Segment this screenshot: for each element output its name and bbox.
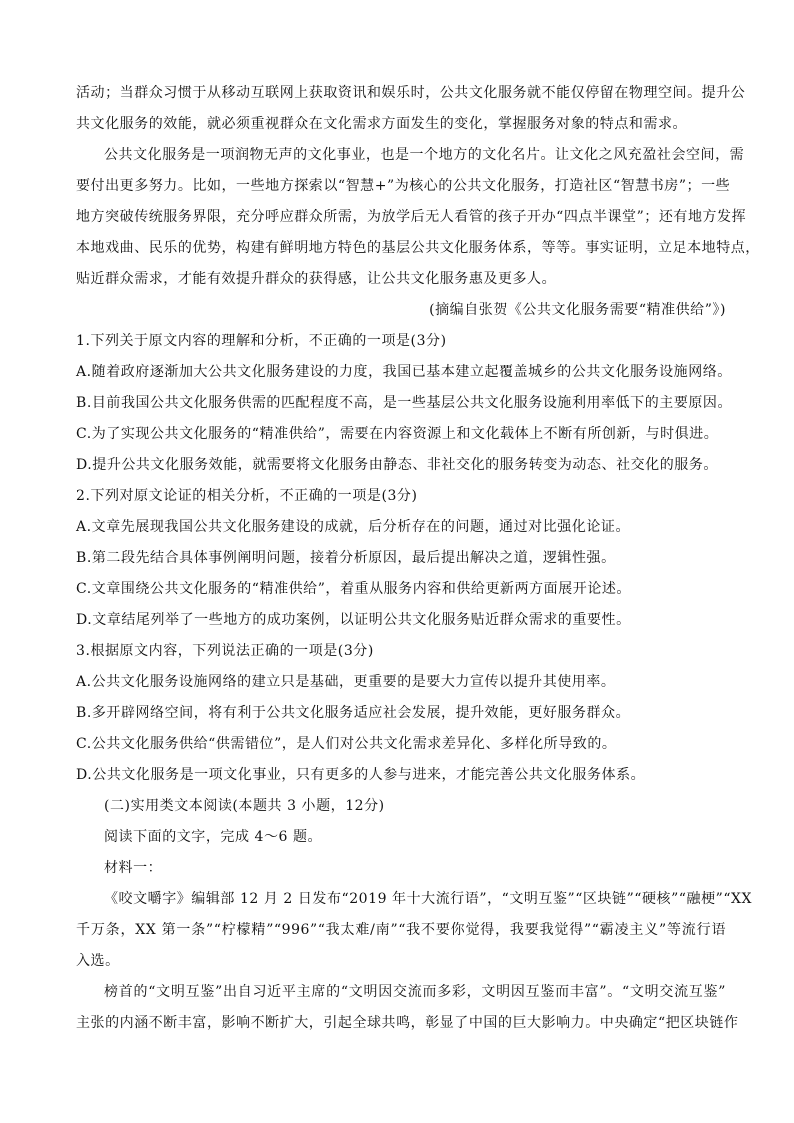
passage-line: 活动；当群众习惯于从移动互联网上获取资讯和娱乐时，公共文化服务就不能仅停留在物理空间。提升公 <box>76 85 746 101</box>
answer-option: C.公共文化服务供给“供需错位”，是人们对公共文化需求差异化、多样化所导致的。 <box>76 736 617 752</box>
material-line: 《咬文嚼字》编辑部 12 月 2 日发布“2019 年十大流行语”，“文明互鉴”“区块链”“硬核”“融梗”“XX <box>104 891 753 907</box>
question-stem: 3.根据原文内容，下列说法正确的一项是(3分) <box>76 643 374 659</box>
answer-option: D.文章结尾列举了一些地方的成功案例，以证明公共文化服务贴近群众需求的重要性。 <box>76 612 631 628</box>
source-note: (摘编自张贺《公共文化服务需要“精准供给”》) <box>429 302 726 318</box>
material-line: 主张的内涵不断丰富，影响不断扩大，引起全球共鸣，彰显了中国的巨大影响力。中央确定“把区块链作 <box>76 1015 739 1031</box>
section-heading: (二)实用类文本阅读(本题共 3 小题，12分) <box>104 798 385 814</box>
material-line: 入选。 <box>76 953 120 969</box>
question-stem: 2.下列对原文论证的相关分析，不正确的一项是(3分) <box>76 488 418 504</box>
answer-option: C.文章围绕公共文化服务的“精准供给”，着重从服务内容和供给更新两方面展开论述。 <box>76 581 631 597</box>
question-stem: 1.下列关于原文内容的理解和分析，不正确的一项是(3分) <box>76 333 447 349</box>
answer-option: A.文章先展现我国公共文化服务建设的成就，后分析存在的问题，通过对比强化论证。 <box>76 519 631 535</box>
passage-line: 共文化服务的效能，就必须重视群众在文化需求方面发生的变化，掌握服务对象的特点和需求。 <box>76 116 688 132</box>
answer-option: A.公共文化服务设施网络的建立只是基础，更重要的是要大力宣传以提升其使用率。 <box>76 674 616 690</box>
material-line: 千万条，XX 第一条”“柠檬精”“996”“我太难/南”“我不要你觉得，我要我觉得”“霸凌主义”等流行语 <box>76 922 726 938</box>
answer-option: B.第二段先结合具体事例阐明问题，接着分析原因，最后提出解决之道，逻辑性强。 <box>76 550 616 566</box>
instruction: 阅读下面的文字，完成 4～6 题。 <box>104 829 323 845</box>
answer-option: B.多开辟网络空间，将有利于公共文化服务适应社会发展，提升效能，更好服务群众。 <box>76 705 631 721</box>
passage-line: 本地戏曲、民乐的优势，构建有鲜明地方特色的基层公共文化服务体系，等等。事实证明，立足本地特点， <box>76 240 760 256</box>
material-label: 材料一： <box>104 860 163 876</box>
material-line: 榜首的“文明互鉴”出自习近平主席的“文明因交流而多彩，文明因互鉴而丰富”。“文明交流互鉴” <box>104 984 726 1000</box>
passage-line: 贴近群众需求，才能有效提升群众的获得感，让公共文化服务惠及更多人。 <box>76 271 557 287</box>
passage-line: 公共文化服务是一项润物无声的文化事业，也是一个地方的文化名片。让文化之风充盈社会空间，需 <box>104 147 745 163</box>
answer-option: A.随着政府逐渐加大公共文化服务建设的力度，我国已基本建立起覆盖城乡的公共文化服务设施网络。 <box>76 364 732 380</box>
answer-option: B.目前我国公共文化服务供需的匹配程度不高，是一些基层公共文化服务设施利用率低下的主要原因。 <box>76 395 733 411</box>
passage-line: 要付出更多努力。比如，一些地方探索以“智慧+”为核心的公共文化服务，打造社区“智慧书房”；一些 <box>76 178 731 194</box>
answer-option: D.提升公共文化服务效能，就需要将文化服务由静态、非社交化的服务转变为动态、社交化的服务。 <box>76 457 718 473</box>
passage-line: 地方突破传统服务界限，充分呼应群众所需，为放学后无人看管的孩子开办“四点半课堂”；还有地方发挥 <box>76 209 747 225</box>
answer-option: C.为了实现公共文化服务的“精准供给”，需要在内容资源上和文化载体上不断有所创新，与时俱进。 <box>76 426 719 442</box>
answer-option: D.公共文化服务是一项文化事业，只有更多的人参与进来，才能完善公共文化服务体系。 <box>76 767 646 783</box>
